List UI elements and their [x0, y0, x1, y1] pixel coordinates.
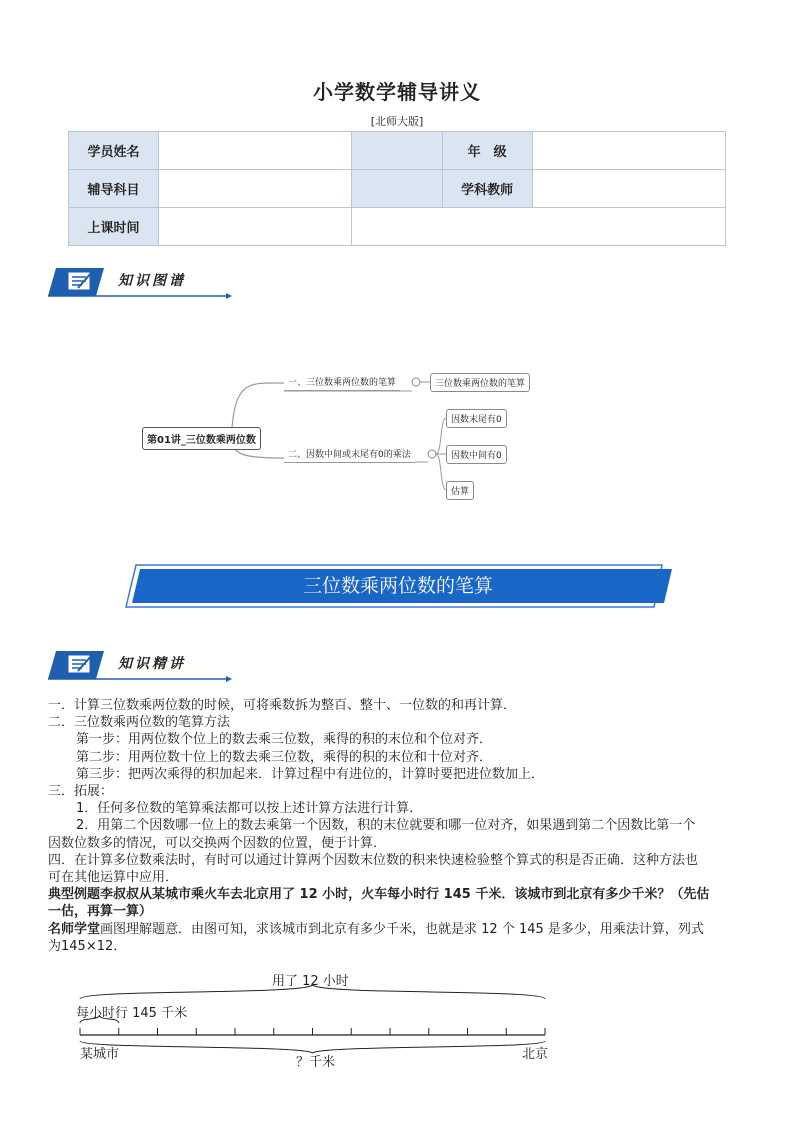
unit-brace: [80, 1015, 119, 1023]
mindmap-root: 第01讲_三位数乘两位数: [142, 427, 261, 450]
mindmap-branch-1: 一、三位数乘两位数的笔算: [284, 373, 400, 391]
paragraph: 四．在计算多位数乘法时，有时可以通过计算两个因数末位数的积来快速检验整个算式的积是否正确．这种方法也: [48, 852, 699, 868]
mindmap-branch-2-child: 因数末尾有0: [446, 409, 507, 428]
example-label: 典型例题: [48, 887, 101, 903]
example-text: 李叔叔从某城市乘火车去北京用了 12 小时，火车每小时行 145 千米．该城市到北京有多少千米？（先估: [100, 887, 710, 903]
extension-item: 1．任何多位数的笔算乘法都可以按上述计算方法进行计算．: [76, 801, 423, 817]
total-brace: [80, 985, 545, 999]
mindmap-branch-2-child: 因数中间有0: [446, 445, 507, 464]
paragraph: 三．拓展：: [48, 784, 114, 800]
total-time-label: 用了 12 小时: [272, 974, 349, 989]
extension-item: 2．用第二个因数哪一位上的数去乘第一个因数，积的末位就要和哪一位对齐，如果遇到第二个因数比第一个: [76, 818, 696, 834]
example-text-cont: 一估，再算一算）: [48, 904, 153, 920]
step: 第三步：把两次乘得的积加起来．计算过程中有进位的，计算时要把进位数加上．: [76, 766, 545, 782]
teacher-label: 学科教师: [442, 170, 532, 208]
teacher-text-cont: 为145×12．: [48, 938, 127, 954]
section-title: 知识精讲: [118, 656, 186, 672]
start-city-label: 某城市: [80, 1047, 120, 1062]
class-time-label: 上课时间: [69, 208, 159, 246]
teacher-text: 画图理解题意．由图可知，求该城市到北京有多少千米，也就是求 12 个 145 是多少，用乘法计算，列式: [100, 921, 704, 937]
grade-label: 年 级: [442, 132, 532, 170]
unknown-distance-label: ？千米: [296, 1055, 336, 1070]
page-title: 小学数学辅导讲义: [313, 80, 481, 104]
paragraph: 二．三位数乘两位数的笔算方法: [48, 715, 231, 731]
section-title: 知识图谱: [118, 273, 186, 289]
student-name-label: 学员姓名: [69, 132, 159, 170]
teacher-label: 名师学堂: [48, 921, 101, 937]
mindmap-branch-1-child: 三位数乘两位数的笔算: [430, 373, 530, 392]
paragraph: 一．计算三位数乘两位数的时候，可将乘数拆为整百、整十、一位数的和再计算．: [48, 698, 517, 713]
extension-item-cont: 因数位数多的情况，可以交换两个因数的位置，便于计算．: [48, 835, 387, 851]
edition-label: [北师大版]: [370, 115, 424, 128]
paragraph-cont: 可在其他运算中应用．: [48, 870, 179, 886]
mindmap-branch-2-child: 估算: [446, 481, 474, 500]
banner-title: 三位数乘两位数的笔算: [302, 575, 493, 597]
step: 第一步：用两位数个位上的数去乘三位数，乘得的积的末位和个位对齐．: [76, 732, 493, 748]
end-city-label: 北京: [522, 1047, 549, 1062]
speed-label: 每小时行 145 千米: [76, 1006, 188, 1021]
subject-label: 辅导科目: [69, 170, 159, 208]
mindmap-branch-2: 二、因数中间或末尾有0的乘法: [284, 445, 415, 463]
step: 第二步：用两位数十位上的数去乘三位数，乘得的积的末位和十位对齐．: [76, 749, 493, 765]
